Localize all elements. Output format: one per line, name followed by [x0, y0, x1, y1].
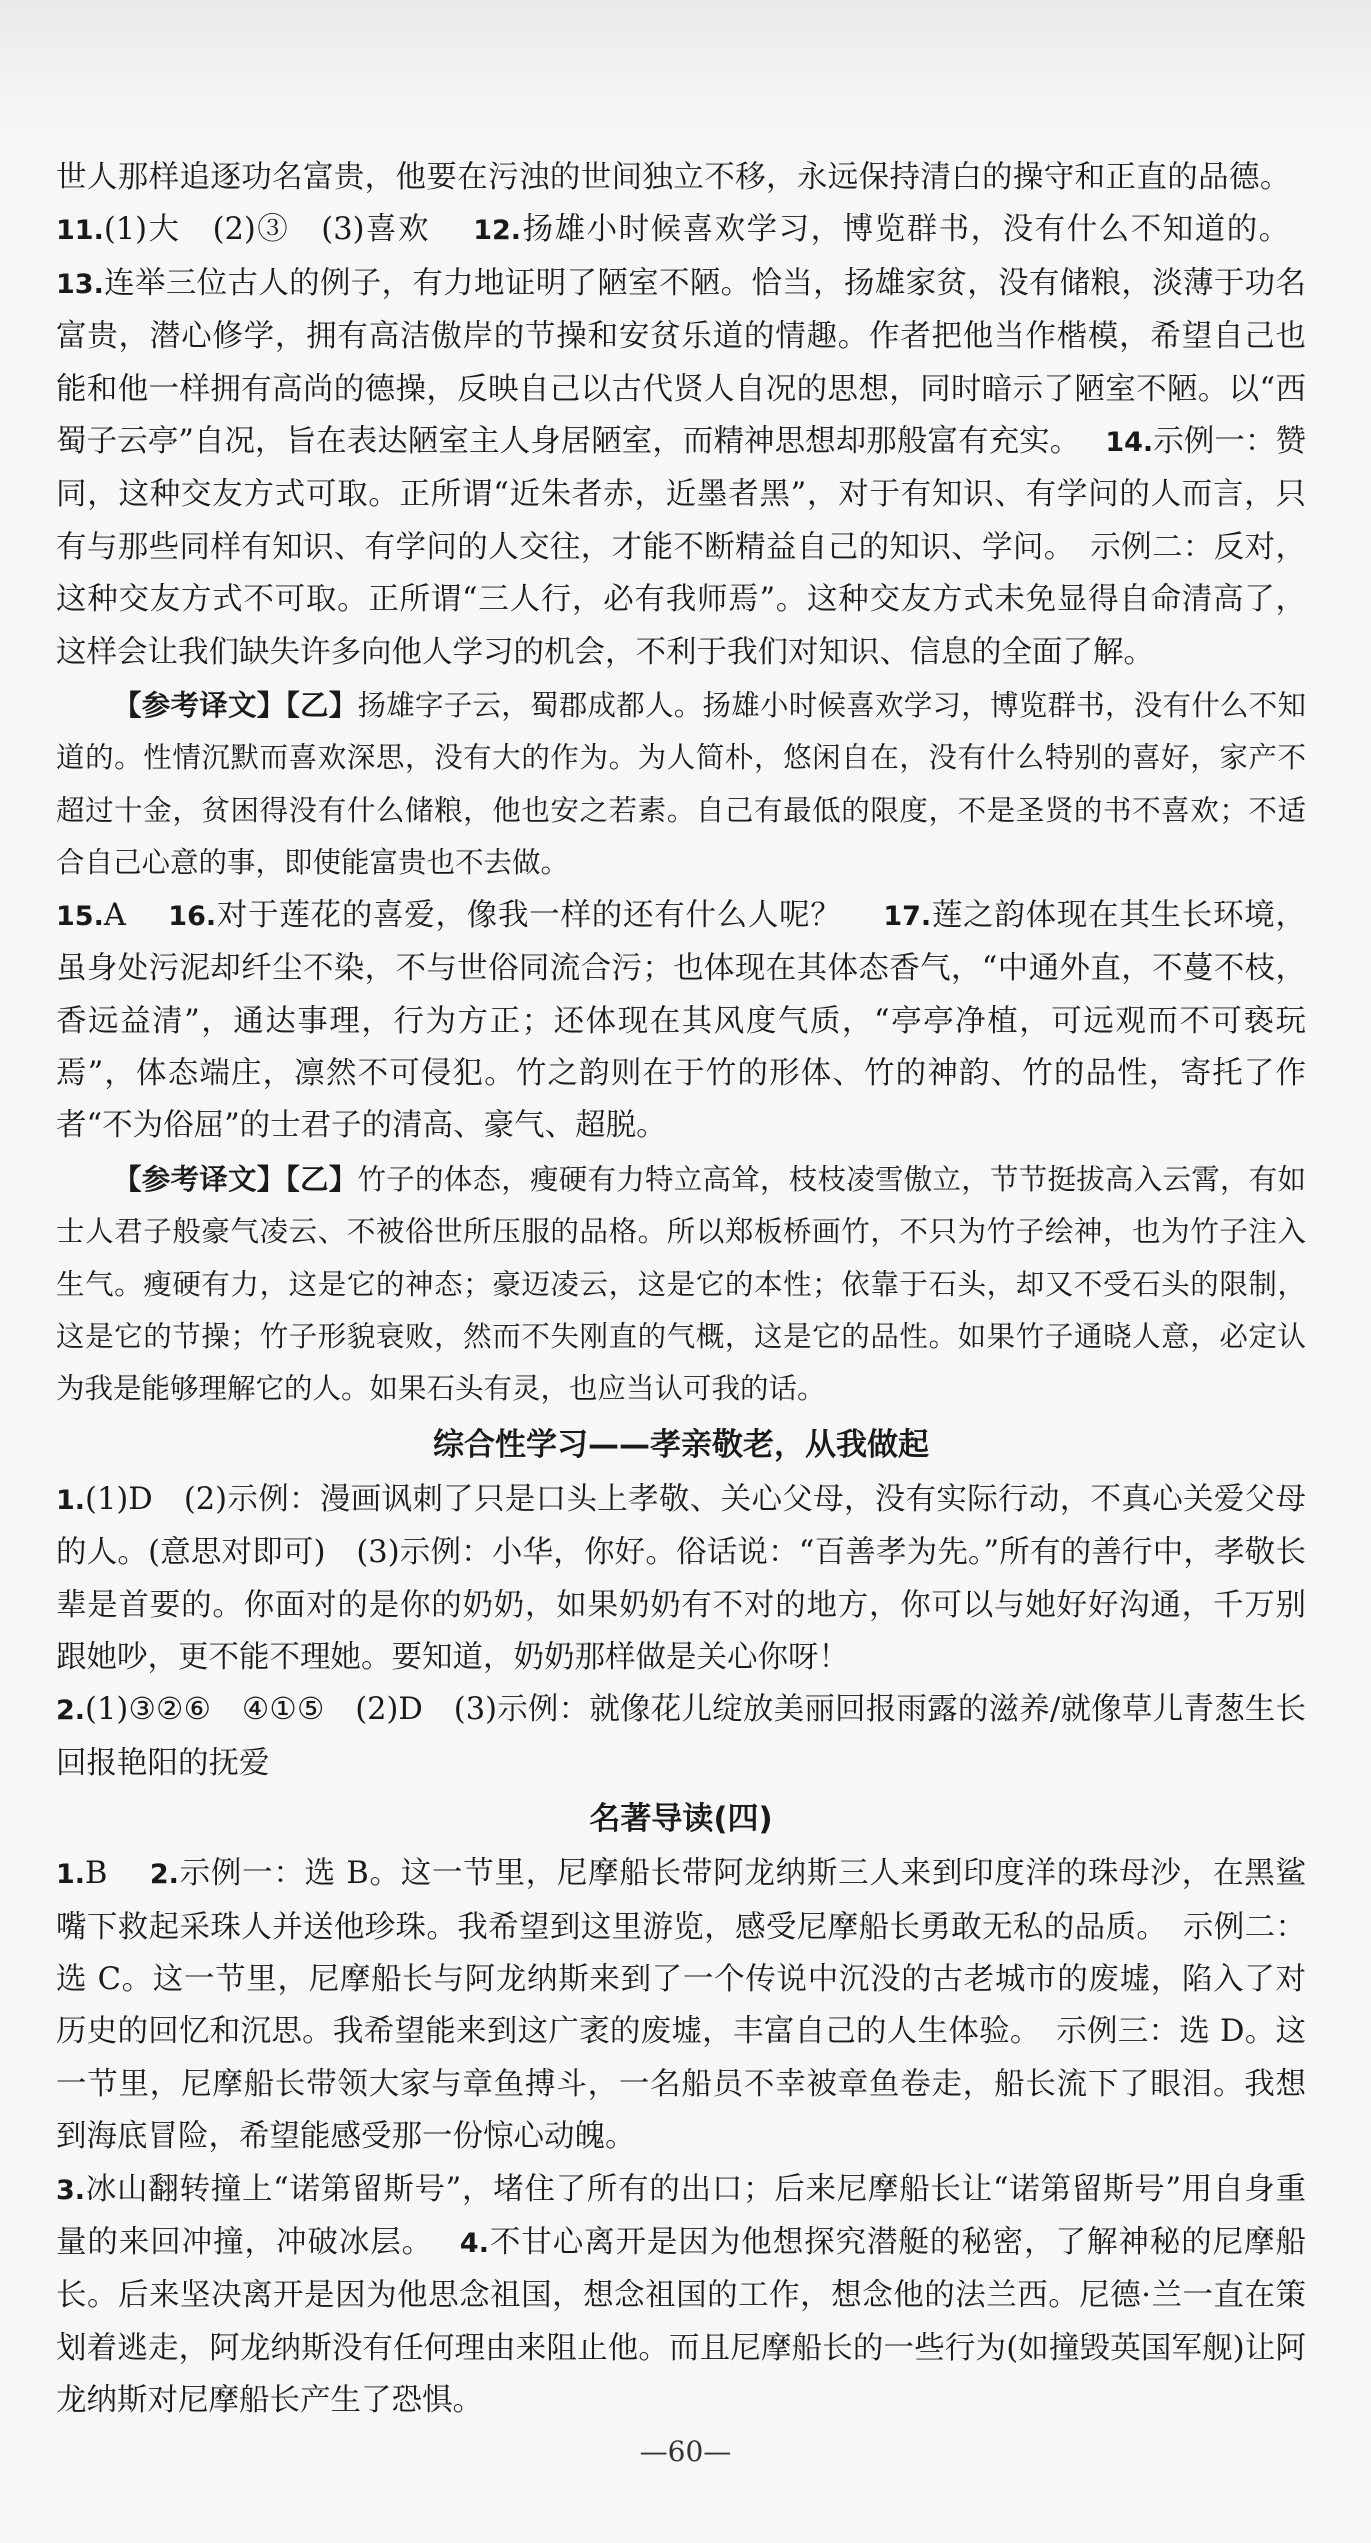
- answer-block-15-17: [56, 890, 1306, 1153]
- q13-answer: 连举三位古人的例子，有力地证明了陋室不陋。恰当，扬雄家贫，没有储粮，淡薄于功名富贵，潜心修学，拥有高洁傲岸的节操和安贫乐道的情趣。作者把他当作楷模，希望自己也能和他一样拥有高尚的德操，反映自己以古代贤人自况的思想，同时暗示了陋室不陋。以“西蜀子云亭”自况，旨在表达陋室主人身居陋室，而精神思想却那般富有充实。: [56, 265, 1306, 460]
- top-shadow-band: [0, 0, 1371, 150]
- q14-number: 14.: [1105, 427, 1154, 459]
- translation-text: 竹子的体态，瘦硬有力特立高耸，枝枝凌雪傲立，节节挺拔高入云霄，有如士人君子般豪气凌云、不被俗世所压服的品格。所以郑板桥画竹，不只为竹子绘神，也为竹子注入生气。瘦硬有力，这是它的神态；豪迈凌云，这是它的本性；依靠于石头，却又不受石头的限制，这是它的节操；竹子形貌衰败，然而不失刚直的气概，这是它的品性。如果竹子通晓人意，必定认为我是能够理解它的人。如果石头有灵，也应当认可我的话。: [56, 1162, 1306, 1406]
- m1-answer: B: [85, 1856, 108, 1892]
- q12-number: 12.: [473, 215, 522, 247]
- comprehensive-answer-2: [56, 1684, 1306, 1790]
- q11-answer: (1)大 (2)③ (3)喜欢: [103, 212, 431, 248]
- m4-answer: 不甘心离开是因为他想探究潜艇的秘密，了解神秘的尼摩船长。后来坚决离开是因为他思念祖国，想念祖国的工作，想念他的法兰西。尼德·兰一直在策划着逃走，阿龙纳斯没有任何理由来阻止他。而且尼摩船长的一些行为(如撞毁英国军舰)让阿龙纳斯对尼摩船长产生了恐惧。: [56, 2225, 1307, 2419]
- m1-number: 1.: [56, 1859, 86, 1891]
- reference-translation-1: [56, 679, 1306, 890]
- q11-number: 11.: [56, 215, 104, 247]
- classics-answer-1-2: [56, 1848, 1306, 2163]
- q15-answer: A: [103, 897, 126, 933]
- m2-answer: 示例一：选 B。这一节里，尼摩船长带阿龙纳斯三人来到印度洋的珠母沙，在黑鲨嘴下救起采珠人并送他珍珠。我希望到这里游览，感受尼摩船长勇敢无私的品质。 示例二：选 C。这一节里，尼摩船长与阿龙纳斯来到了一个传说中沉没的古老城市的废墟，陷入了对历史的回忆和沉思。我希望能来到这广袤的废墟，丰富自己的人生体验。 示例三：选 D。这一节里，尼摩船长带领大家与章鱼搏斗，一名船员不幸被章鱼卷走，船长流下了眼泪。我想到海底冒险，希望能感受那一份惊心动魄。: [56, 1856, 1306, 2155]
- translation-label: 【参考译文】【乙】: [113, 1161, 358, 1196]
- z2-number: 2.: [56, 1695, 86, 1727]
- section-heading-classics: 名著导读(四): [589, 1801, 773, 1838]
- m4-number: 4.: [459, 2228, 489, 2260]
- q13-number: 13.: [56, 268, 104, 300]
- classics-answer-3-4: [56, 2164, 1306, 2428]
- translation-text: 扬雄字子云，蜀郡成都人。扬雄小时候喜欢学习，博览群书，没有什么不知道的。性情沉默而喜欢深思，没有大的作为。为人简朴，悠闲自在，没有什么特别的喜好，家产不超过十金，贫困得没有什么储粮，他也安之若素。自己有最低的限度，不是圣贤的书不喜欢；不适合自己心意的事，即使能富贵也不去做。: [56, 689, 1306, 880]
- q14-answer: 示例一：赞同，这种交友方式可取。正所谓“近朱者赤，近墨者黑”，对于有知识、有学问的人而言，只有与那些同样有知识、有学问的人交往，才能不断精益自己的知识、学问。 示例二：反对，这种交友方式不可取。正所谓“三人行，必有我师焉”。这种交友方式未免显得自命清高了，这样会让我们缺失许多向他人学习的机会，不利于我们对知识、信息的全面了解。: [56, 424, 1307, 670]
- q12-answer: 扬雄小时候喜欢学习，博览群书，没有什么不知道的。: [521, 212, 1276, 248]
- m3-number: 3.: [56, 2174, 86, 2206]
- z1-answer: (1)D (2)示例：漫画讽刺了只是口头上孝敬、关心父母，没有实际行动，不真心关爱父母的人。(意思对即可) (3)示例：小华，你好。俗话说：“百善孝为先。”所有的善行中，孝敬长辈是首要的。你面对的是你的奶奶，如果奶奶有不对的地方，你可以与她好好沟通，千万别跟她吵，更不能不理她。要知道，奶奶那样做是关心你呀！: [56, 1481, 1306, 1675]
- q15-number: 15.: [56, 900, 104, 932]
- answer-block-11-14: [56, 152, 1306, 679]
- translation-label: 【参考译文】【乙】: [113, 688, 358, 723]
- comprehensive-answer-1: [56, 1474, 1306, 1685]
- q16-answer: 对于莲花的喜爱，像我一样的还有什么人呢？: [216, 897, 842, 933]
- q17-answer: 莲之韵体现在其生长环境，虽身处污泥却纤尘不染，不与世俗同流合污；也体现在其体态香气，“中通外直，不蔓不枝，香远益清”，通达事理，行为方正；还体现在其风度气质，“亭亭净植，可远观而不可亵玩焉”，体态端庄，凛然不可侵犯。竹之韵则在于竹的形体、竹的神韵、竹的品性，寄托了作者“不为俗屈”的士君子的清高、豪气、超脱。: [56, 897, 1307, 1144]
- q17-number: 17.: [883, 900, 932, 932]
- m3-answer: 冰山翻转撞上“诺第留斯号”，堵住了所有的出口；后来尼摩船长让“诺第留斯号”用自身重量的来回冲撞，冲破冰层。: [56, 2171, 1306, 2261]
- page-content: [56, 152, 1306, 2428]
- m2-number: 2.: [149, 1859, 179, 1891]
- z1-number: 1.: [56, 1484, 86, 1516]
- page-number: —60—: [639, 2435, 732, 2468]
- reference-translation-2: [56, 1153, 1306, 1416]
- section-heading-comprehensive: 综合性学习——孝亲敬老，从我做起: [433, 1426, 929, 1463]
- continued-text: 世人那样追逐功名富贵，他要在污浊的世间独立不移，永远保持清白的操守和正直的品德。: [56, 160, 1276, 195]
- q16-number: 16.: [168, 900, 217, 932]
- z2-answer: (1)③②⑥ ④①⑤ (2)D (3)示例：就像花儿绽放美丽回报雨露的滋养/就像草儿青葱生长回报艳阳的抚爱: [56, 1692, 1306, 1781]
